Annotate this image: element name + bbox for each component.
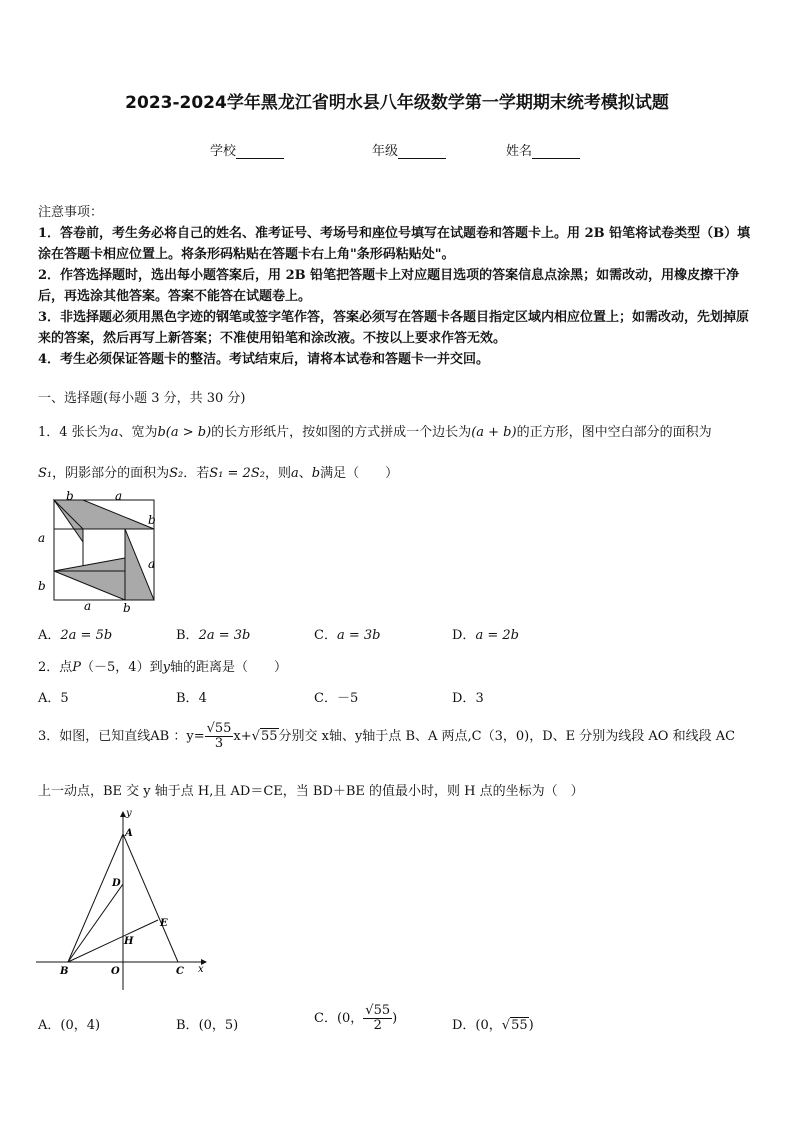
- q3-figure: [30, 806, 220, 996]
- fig-label-b: b: [123, 601, 131, 615]
- q1-option-a[interactable]: [38, 624, 112, 643]
- section-heading: 一、选择题(每小题 3 分，共 30 分): [38, 391, 246, 406]
- q1-var-a: a: [290, 466, 299, 481]
- q1-text: ，则: [264, 466, 291, 481]
- q1-figure: [30, 488, 170, 616]
- q3-sqrt: 55: [260, 729, 278, 744]
- note-item: 1．答卷前，考生务必将自己的姓名、准考证号、考场号和座位号填写在试题卷和答题卡上。用 2B 铅笔将试卷类型（B）填涂在答题卡相应位置上。将条形码粘贴在答题卡右上角"条形码粘贴处"。: [38, 226, 751, 262]
- frac-den: 3: [214, 736, 224, 751]
- q2-text: 2．点: [38, 660, 73, 675]
- q1-equation: S₁ = 2S₂: [209, 466, 265, 481]
- question-2: [38, 656, 287, 675]
- fig-label-y: y: [126, 808, 132, 819]
- school-blank[interactable]: [236, 144, 284, 159]
- option-text: 5: [60, 691, 69, 706]
- notes-block: [38, 202, 758, 370]
- fig-label-a: a: [115, 489, 123, 503]
- fig-label-a: a: [38, 531, 46, 545]
- q2-text: 轴的距离是（ ）: [169, 660, 287, 675]
- option-sqrt: 55: [511, 1018, 528, 1033]
- grade-blank[interactable]: [398, 144, 446, 159]
- q3-fraction: [205, 722, 234, 751]
- q2-option-d[interactable]: [452, 687, 484, 706]
- option-text: (0，5): [198, 1018, 239, 1033]
- question-1-line1: [38, 421, 758, 440]
- option-text: (0，4): [60, 1018, 101, 1033]
- q3-text: x+: [233, 729, 252, 744]
- name-label: 姓名: [506, 144, 533, 159]
- q1-option-b[interactable]: [176, 624, 250, 643]
- q1-option-c[interactable]: [314, 624, 380, 643]
- grade-label: 年级: [372, 144, 399, 159]
- fig-label-x: x: [198, 964, 204, 975]
- school-field[interactable]: [210, 140, 284, 159]
- option-close: ): [528, 1018, 534, 1033]
- fig-label-C: C: [176, 966, 184, 977]
- option-label: B．: [176, 1018, 199, 1033]
- option-label: C．: [314, 628, 337, 643]
- q3-option-c[interactable]: [314, 1004, 397, 1033]
- name-blank[interactable]: [532, 144, 580, 159]
- q2-point: P: [72, 660, 82, 675]
- option-label: D．(0，: [452, 1018, 502, 1033]
- school-label: 学校: [210, 144, 237, 159]
- q1-text: 、: [298, 466, 312, 481]
- option-text: －5: [336, 691, 359, 706]
- q3-text: 3．如图，已知直线AB ：y=: [38, 729, 205, 744]
- q1-s1: S₁: [38, 466, 53, 481]
- q1-var-a: a: [110, 425, 119, 440]
- option-label: D．: [452, 628, 476, 643]
- option-label: D．: [452, 691, 476, 706]
- q1-text: ．若: [183, 466, 210, 481]
- q3-text: 分别交 x轴、y轴于点 B、A 两点,C（3，0)，D、E 分别为线段 AO 和线段 AC: [278, 729, 736, 744]
- page-title: 2023-2024学年黑龙江省明水县八年级数学第一学期期末统考模拟试题: [125, 93, 669, 113]
- question-3-line1: 3．如图，已知直线AB ：y= $\frac{√55}{3}$ x+√55分别交 x轴、y轴于点 B、A 两点,C（3，0)，D、E 分别为线段 AO 和线段 AC: [38, 721, 736, 751]
- line-bd: [68, 884, 123, 962]
- q1-text: 的正方形，图中空白部分的面积为: [516, 425, 712, 440]
- option-text: 2a = 3b: [198, 628, 251, 643]
- option-label: A．: [38, 1018, 61, 1033]
- option-close: ): [392, 1011, 398, 1026]
- q3-option-a[interactable]: [38, 1014, 100, 1033]
- shaded-triangle: [54, 558, 125, 571]
- q1-text: 的长方形纸片，按如图的方式拼成一个边长为: [211, 425, 472, 440]
- q1-text: 、宽为: [118, 425, 158, 440]
- fig-label-E: E: [160, 918, 168, 929]
- q2-option-a[interactable]: [38, 687, 69, 706]
- option-text: 3: [475, 691, 484, 706]
- q1-text: ，阴影部分的面积为: [52, 466, 170, 481]
- fig-label-D: D: [112, 878, 121, 889]
- note-item: 3．非选择题必须用黑色字迹的钢笔或签字笔作答，答案必须写在答题卡各题目指定区域内相应位置上；如需改动，先划掉原来的答案，然后再写上新答案；不准使用铅笔和涂改液。不按以上要求作答无效。: [38, 310, 750, 346]
- fig-label-b: b: [148, 513, 156, 527]
- shaded-triangle: [54, 500, 154, 542]
- note-item: 4．考生必须保证答题卡的整洁。考试结束后，请将本试卷和答题卡一并交回。: [38, 352, 490, 367]
- option-text: a = 2b: [475, 628, 519, 643]
- q1-text: 满足（ ）: [320, 466, 399, 481]
- line-ab: [68, 834, 123, 962]
- q1-option-d[interactable]: [452, 624, 519, 643]
- option-label: B．: [176, 628, 199, 643]
- fig-label-H: H: [124, 936, 134, 947]
- q1-var-b: b: [311, 466, 321, 481]
- fig-label-a: a: [148, 557, 156, 571]
- line-be: [68, 920, 158, 962]
- option-label: C．(0，: [314, 1011, 364, 1026]
- option-label: C．: [314, 691, 337, 706]
- q1-s2: S₂: [169, 466, 184, 481]
- fig-label-O: O: [111, 966, 120, 977]
- fig-label-b: b: [66, 489, 74, 503]
- q3-option-b[interactable]: [176, 1014, 238, 1033]
- note-item: 2．作答选择题时，选出每小题答案后，用 2B 铅笔把答题卡上对应题目选项的答案信息点涂黑；如需改动，用橡皮擦干净后，再选涂其他答案。答案不能答在试题卷上。: [38, 268, 740, 304]
- question-1-line2: [38, 462, 758, 481]
- fig-label-a: a: [84, 599, 92, 613]
- fig-label-A: A: [125, 828, 133, 839]
- option-text: a = 3b: [336, 628, 381, 643]
- option-text: 2a = 5b: [60, 628, 113, 643]
- q1-expr-b: b(a > b): [157, 425, 212, 440]
- question-3-line2: 上一动点，BE 交 y 轴于点 H,且 AD＝CE，当 BD＋BE 的值最小时，则 H 点的坐标为（ ）: [38, 784, 584, 799]
- shaded-triangle: [54, 571, 125, 600]
- q2-option-b[interactable]: [176, 687, 207, 706]
- grade-field[interactable]: [372, 140, 446, 159]
- name-field[interactable]: [506, 140, 580, 159]
- q3-option-d[interactable]: D．(0，√55): [452, 1018, 534, 1033]
- option-label: A．: [38, 628, 61, 643]
- option-text: 4: [198, 691, 207, 706]
- q1-text: 1．4 张长为: [38, 425, 111, 440]
- q2-text: （－5，4）到: [81, 660, 163, 675]
- frac-den: 2: [373, 1018, 382, 1033]
- option-label: B．: [176, 691, 199, 706]
- notes-heading: 注意事项：: [38, 205, 104, 220]
- q2-option-c[interactable]: [314, 687, 358, 706]
- frac-num: √55: [365, 1003, 391, 1018]
- fig-label-b: b: [38, 579, 46, 593]
- frac-num: √55: [206, 721, 232, 736]
- option-fraction: [363, 1004, 392, 1033]
- q1-expr-ab: (a + b): [471, 425, 517, 440]
- q2-axis: y: [162, 660, 170, 675]
- fig-label-B: B: [60, 966, 69, 977]
- option-label: A．: [38, 691, 61, 706]
